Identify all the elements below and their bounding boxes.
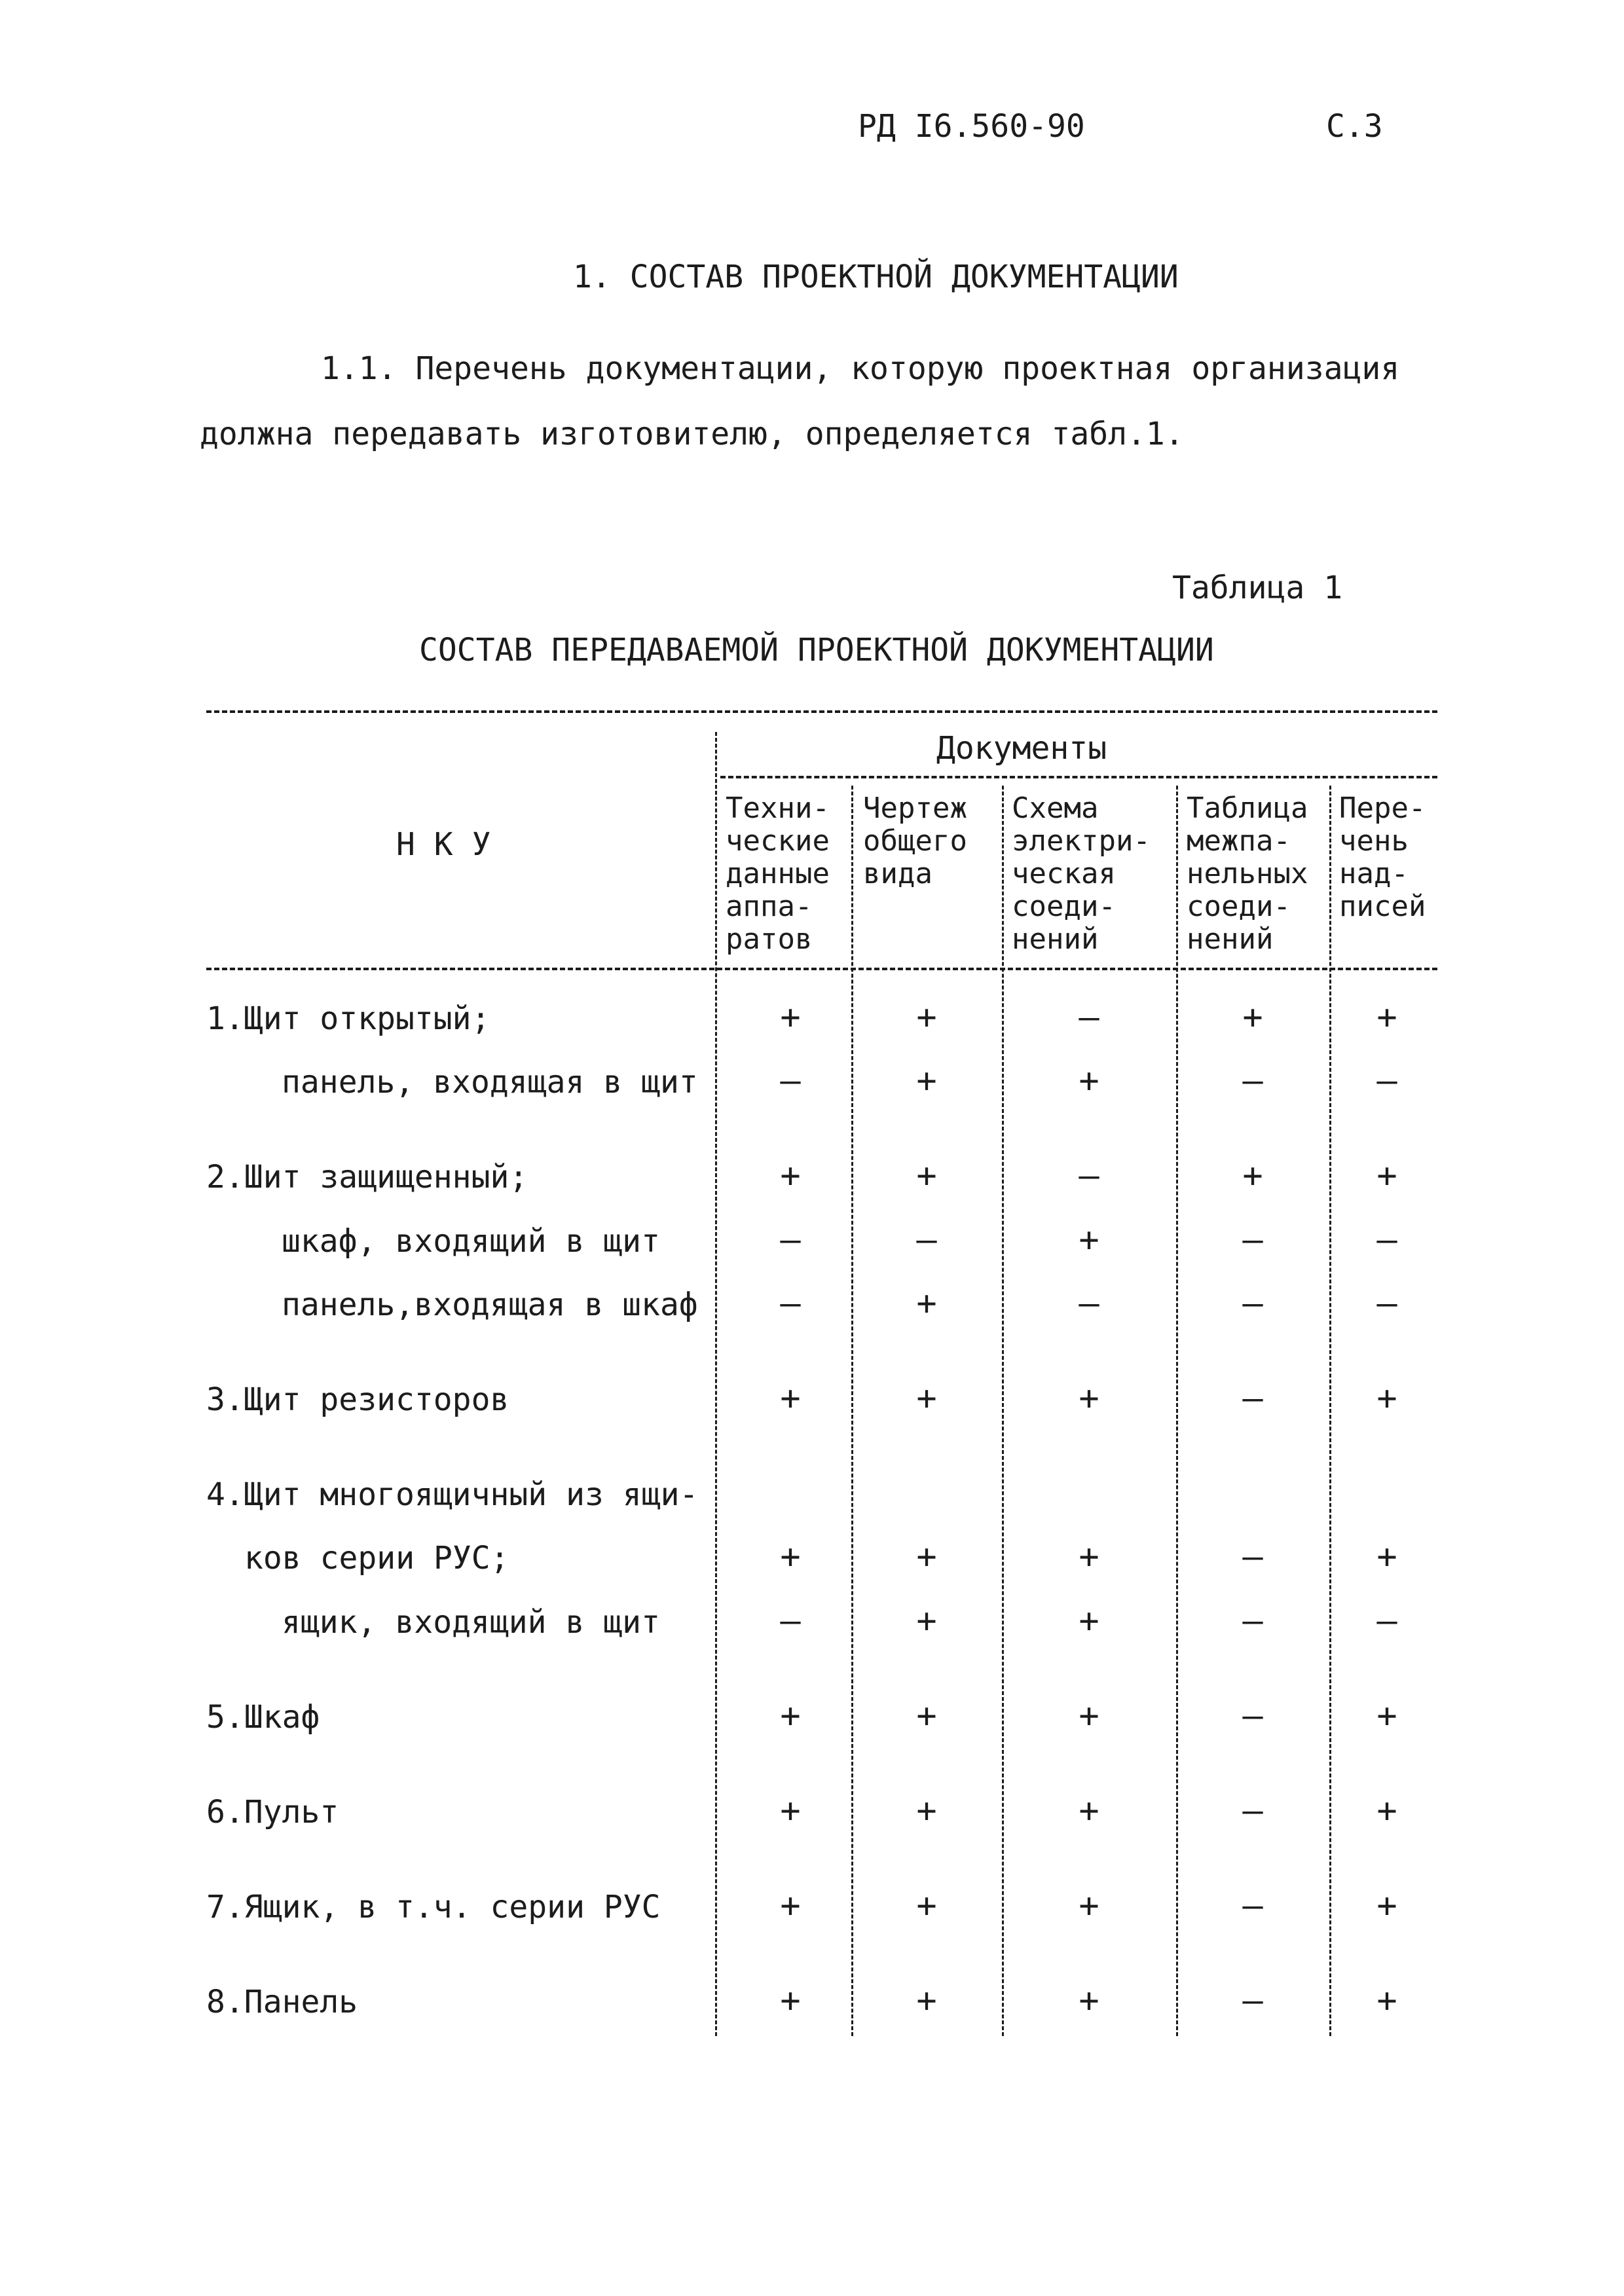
table-cell-mark: + xyxy=(916,998,937,1037)
table-cell-mark: – xyxy=(1242,1886,1263,1925)
table-cell-mark: – xyxy=(1079,1156,1099,1195)
documents-divider xyxy=(720,776,1437,778)
table-cell-mark: – xyxy=(1079,1284,1099,1323)
table-cell-mark: – xyxy=(1242,1284,1263,1323)
table-top-border xyxy=(206,710,1437,713)
table-cell-mark: + xyxy=(916,1791,937,1831)
column-header: Пере- чень над- писей xyxy=(1339,792,1426,923)
row-label: 6.Пульт xyxy=(206,1794,339,1831)
row-label: панель, входящая в щит xyxy=(282,1064,698,1101)
section-title: 1. СОСТАВ ПРОЕКТНОЙ ДОКУМЕНТАЦИИ xyxy=(573,259,1179,295)
table-cell-mark: – xyxy=(780,1601,801,1641)
table-cell-mark: + xyxy=(1376,998,1397,1037)
table-cell-mark: + xyxy=(1079,1601,1099,1641)
table-cell-mark: – xyxy=(1242,1220,1263,1260)
table-cell-mark: + xyxy=(780,1696,801,1736)
document-code: РД I6.560-90 xyxy=(858,108,1085,145)
column-divider xyxy=(1002,786,1004,2036)
table-cell-mark: – xyxy=(1376,1284,1397,1323)
row-label: 3.Щит резисторов xyxy=(206,1381,509,1418)
header-bottom-border xyxy=(206,968,1437,970)
column-divider xyxy=(1176,786,1178,2036)
table-cell-mark: + xyxy=(1376,1379,1397,1418)
table-cell-mark: + xyxy=(1376,1696,1397,1736)
table-cell-mark: + xyxy=(1376,1156,1397,1195)
table-cell-mark: + xyxy=(1079,1537,1099,1576)
page-number: С.3 xyxy=(1326,108,1383,145)
table-cell-mark: + xyxy=(780,1156,801,1195)
table-cell-mark: + xyxy=(1376,1791,1397,1831)
row-label: 1.Щит открытый; xyxy=(206,1000,490,1037)
paragraph-line-2: должна передавать изготовителю, определяется табл.1. xyxy=(200,416,1184,452)
table-cell-mark: – xyxy=(780,1220,801,1260)
table-cell-mark: + xyxy=(780,1791,801,1831)
table-cell-mark: + xyxy=(1079,1981,1099,2020)
column-divider xyxy=(851,786,853,2036)
documents-header: Документы xyxy=(936,730,1107,767)
column-header: Схема электри- ческая соеди- нений xyxy=(1012,792,1151,956)
paragraph-line-1: 1.1. Перечень документации, которую проектная организация xyxy=(321,350,1400,387)
table-cell-mark: – xyxy=(1242,1791,1263,1831)
table-cell-mark: – xyxy=(1242,1601,1263,1641)
row-label: шкаф, входящий в щит xyxy=(282,1223,660,1260)
table-cell-mark: – xyxy=(1242,1379,1263,1418)
row-label: ков серии РУС; xyxy=(244,1540,509,1576)
table-cell-mark: – xyxy=(1079,998,1099,1037)
table-cell-mark: – xyxy=(780,1284,801,1323)
table-cell-mark: – xyxy=(1376,1601,1397,1641)
column-divider xyxy=(715,732,717,2036)
table-cell-mark: – xyxy=(1242,1537,1263,1576)
table-cell-mark: + xyxy=(1079,1696,1099,1736)
table-cell-mark: + xyxy=(1242,998,1263,1037)
table-cell-mark: + xyxy=(1079,1061,1099,1101)
table-cell-mark: + xyxy=(1079,1791,1099,1831)
table-cell-mark: + xyxy=(916,1886,937,1925)
table-cell-mark: + xyxy=(916,1696,937,1736)
table-cell-mark: – xyxy=(780,1061,801,1101)
column-divider xyxy=(1329,786,1331,2036)
table-cell-mark: – xyxy=(1376,1220,1397,1260)
table-cell-mark: + xyxy=(1079,1379,1099,1418)
nku-header: Н К У xyxy=(396,826,491,863)
table-cell-mark: + xyxy=(1376,1537,1397,1576)
table-cell-mark: + xyxy=(780,1537,801,1576)
table-cell-mark: + xyxy=(1079,1886,1099,1925)
table-label: Таблица 1 xyxy=(1172,570,1343,606)
table-cell-mark: + xyxy=(1242,1156,1263,1195)
table-cell-mark: + xyxy=(780,1981,801,2020)
column-header: Техни- ческие данные аппа- ратов xyxy=(726,792,830,956)
table-cell-mark: + xyxy=(916,1284,937,1323)
table-cell-mark: + xyxy=(916,1379,937,1418)
row-label: 4.Щит многоящичный из ящи- xyxy=(206,1476,699,1513)
column-header: Таблица межпа- нельных соеди- нений xyxy=(1187,792,1308,956)
table-cell-mark: + xyxy=(916,1061,937,1101)
table-title: СОСТАВ ПЕРЕДАВАЕМОЙ ПРОЕКТНОЙ ДОКУМЕНТАЦИИ xyxy=(419,632,1214,668)
table-cell-mark: – xyxy=(916,1220,937,1260)
table-cell-mark: + xyxy=(780,998,801,1037)
column-header: Чертеж общего вида xyxy=(863,792,967,890)
row-label: 8.Панель xyxy=(206,1984,358,2020)
row-label: 5.Шкаф xyxy=(206,1699,320,1736)
table-cell-mark: – xyxy=(1242,1981,1263,2020)
table-cell-mark: + xyxy=(916,1156,937,1195)
table-cell-mark: + xyxy=(916,1601,937,1641)
table-cell-mark: + xyxy=(1376,1886,1397,1925)
row-label: ящик, входящий в щит xyxy=(282,1604,660,1641)
row-label: панель,входящая в шкаф xyxy=(282,1286,698,1323)
table-cell-mark: – xyxy=(1242,1061,1263,1101)
table-cell-mark: – xyxy=(1376,1061,1397,1101)
table-cell-mark: + xyxy=(1376,1981,1397,2020)
table-cell-mark: + xyxy=(916,1981,937,2020)
table-cell-mark: + xyxy=(780,1886,801,1925)
row-label: 7.Ящик, в т.ч. серии РУС xyxy=(206,1889,661,1925)
table-cell-mark: – xyxy=(1242,1696,1263,1736)
row-label: 2.Шит защищенный; xyxy=(206,1159,528,1195)
table-cell-mark: + xyxy=(780,1379,801,1418)
table-cell-mark: + xyxy=(1079,1220,1099,1260)
table-cell-mark: + xyxy=(916,1537,937,1576)
